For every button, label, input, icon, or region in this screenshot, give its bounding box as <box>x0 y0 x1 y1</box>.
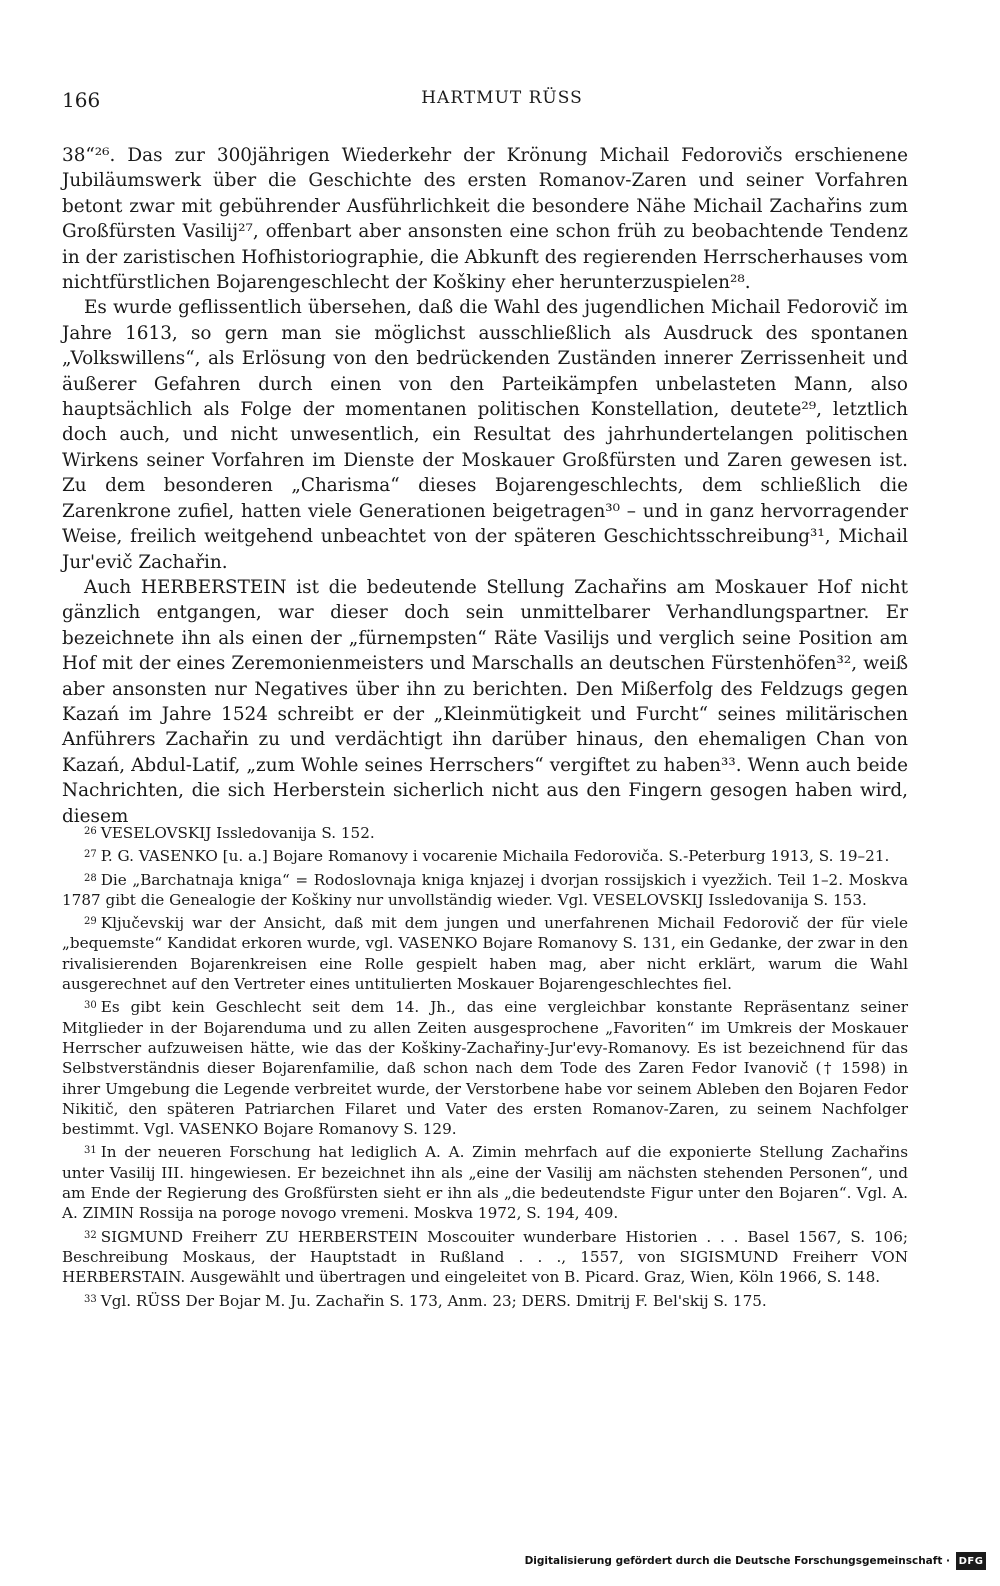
page-number: 166 <box>62 88 101 112</box>
footnote-number: 32 <box>84 1229 97 1241</box>
page-header <box>62 88 942 118</box>
footnote-number: 26 <box>84 826 97 837</box>
footnote-text: In der neueren Forschung hat lediglich A. A. Zimin mehrfach auf die exponierte Stellung Zachařins unter Vasilij III. hingewiesen. Er bezeichnet ihn als „eine der Vasilij am nächsten stehenden Personen“, und am Ende der Regierung des Großfürsten sieht er ihn als „die bedeutendste Figur unter den Bojaren“. Vgl. A. A. ZIMIN Rossija na poroge novogo vremeni. Moskva 1972, S. 194, 409. <box>62 1143 908 1223</box>
footnote-text: SIGMUND Freiherr ZU HERBERSTEIN Moscouiter wunderbare Historien . . . Basel 1567, S. 106; Beschreibung Moskaus, der Hauptstadt in Rußland . . ., 1557, von SIGISMUND Freiherr VON HERBERSTAIN. Ausgewählt und übertragen und eingeleitet von B. Picard. Graz, Wien, Köln 1966, S. 148. <box>62 1227 908 1287</box>
footnote-text: Vgl. RÜSS Der Bojar M. Ju. Zachařin S. 173, Anm. 23; DERS. Dmitrij F. Bel'skij S. 175. <box>100 1291 767 1310</box>
footnote-number: 28 <box>84 872 97 884</box>
footnote-text: P. G. VASENKO [u. a.] Bojare Romanovy i vocarenie Michaila Fedoroviča. S.-Peterburg 1913, S. 19–21. <box>100 847 890 866</box>
digitization-credit <box>525 1548 986 1574</box>
footnote <box>62 845 908 866</box>
footnote <box>62 1141 908 1223</box>
footnote <box>62 869 908 911</box>
footnote <box>62 912 908 994</box>
dfg-logo: DFG <box>956 1552 986 1570</box>
footnote-number: 33 <box>84 1293 97 1305</box>
footnote-number: 27 <box>84 849 97 861</box>
footnote-number: 30 <box>84 1000 97 1012</box>
footnote <box>62 822 908 843</box>
footnote <box>62 1290 908 1311</box>
footnote-text: VESELOVSKIJ Issledovanija S. 152. <box>100 824 375 842</box>
footnotes <box>62 822 908 1313</box>
body-text <box>62 143 908 829</box>
footnote <box>62 996 908 1139</box>
footnote-text: Ključevskij war der Ansicht, daß mit dem jungen und unerfahrenen Michail Fedorovič der für viele „bequemste“ Kandidat erkoren wurde, vgl. VASENKO Bojare Romanovy S. 131, ein Gedanke, der zwar in den rivalisierenden Bojarenkreisen eine Rolle gespielt haben mag, aber nicht erklärt, warum die Wahl ausgerechnet auf den Vertreter eines untitulierten Moskauer Bojarengeschlechtes fiel. <box>62 914 908 994</box>
footnote-number: 31 <box>84 1145 97 1157</box>
credit-text: Digitalisierung gefördert durch die Deutsche Forschungsgemeinschaft · <box>524 1555 950 1567</box>
body-paragraph: Es wurde geflissentlich übersehen, daß die Wahl des jugendlichen Michail Fedorovič im Jahre 1613, so gern man sie möglichst ausschließlich als Ausdruck des spontanen „Volkswillens“, als Erlösung von den bedrückenden Zuständen innerer Zerrissenheit und äußerer Gefahren durch einen von den Parteikämpfen unbelasteten Mann, also hauptsächlich als Folge der momentanen politischen Konstellation, deutete²⁹, letztlich doch auch, und nicht unwesentlich, ein Resultat des jahrhundertelangen politischen Wirkens seiner Vorfahren im Dienste der Moskauer Großfürsten und Zaren gewesen ist. Zu dem besonderen „Charisma“ dieses Bojarengeschlechts, dem schließlich die Zarenkrone zufiel, hatten viele Generationen beigetragen³⁰ – und in ganz hervorragender Weise, freilich weitgehend unbeachtet von der späteren Geschichtsschreibung³¹, Michail Jur'evič Zachařin. <box>62 297 908 573</box>
footnote <box>62 1226 908 1288</box>
body-paragraph: Auch HERBERSTEIN ist die bedeutende Stellung Zachařins am Moskauer Hof nicht gänzlich entgangen, war dieser doch sein unmittelbarer Verhandlungspartner. Er bezeichnete ihn als einen der „fürnempsten“ Räte Vasilijs und verglich seine Position am Hof mit der eines Zeremonienmeisters und Marschalls an deutschen Fürstenhöfen³², weiß aber ansonsten nur Negatives über ihn zu berichten. Den Mißerfolg des Feldzugs gegen Kazań im Jahre 1524 schreibt er der „Kleinmütigkeit und Furcht“ seines militärischen Anführers Zachařin zu und verdächtigt ihn darüber hinaus, den ehemaligen Chan von Kazań, Abdul-Latif, „zum Wohle seines Herrschers“ vergiftet zu haben³³. Wenn auch beide Nachrichten, die sich Herberstein sicherlich nicht aus den Fingern gesogen haben wird, diesem <box>62 576 908 827</box>
footnote-text: Es gibt kein Geschlecht seit dem 14. Jh., das eine vergleichbar konstante Repräsentanz seiner Mitglieder in der Bojarenduma und zu allen Zeiten ausgesprochene „Favoriten“ im Umkreis der Moskauer Herrscher aufzuweisen hätte, wie das der Koškiny-Zachařiny-Jur'evy-Romanovy. Es ist bezeichnend für das Selbstverständnis dieser Bojarenfamilie, daß schon nach dem Tode des Zaren Fedor Ivanovič († 1598) in ihrer Umgebung die Legende verbreitet wurde, der Verstorbene habe vor seinem Ableben den Bojaren Fedor Nikitič, den späteren Patriarchen Filaret und Vater des ersten Romanov-Zaren, zu seinem Nachfolger bestimmt. Vgl. VASENKO Bojare Romanovy S. 129. <box>62 998 908 1139</box>
body-paragraph: 38“²⁶. Das zur 300jährigen Wiederkehr der Krönung Michail Fedorovičs erschienene Jubiläumswerk über die Geschichte des ersten Romanov-Zaren und seiner Vorfahren betont zwar mit gebührender Ausführlichkeit die besondere Nähe Michail Zachařins zum Großfürsten Vasilij²⁷, offenbart aber ansonsten eine schon früh zu beobachtende Tendenz in der zaristischen Hofhistoriographie, die Abkunft des regierenden Herrscherhauses vom nichtfürstlichen Bojarengeschlecht der Koškiny eher herunterzuspielen²⁸. <box>62 145 908 294</box>
footnote-text: Die „Barchatnaja kniga“ = Rodoslovnaja kniga knjazej i dvorjan rossijskich i vyezžich. Teil 1–2. Moskva 1787 gibt die Genealogie der Koškiny nur unvollständig wieder. Vgl. VESELOVSKIJ Issledovanija S. 153. <box>62 870 908 909</box>
footnote-number: 29 <box>84 916 97 928</box>
running-head: HARTMUT RÜSS <box>421 88 583 108</box>
